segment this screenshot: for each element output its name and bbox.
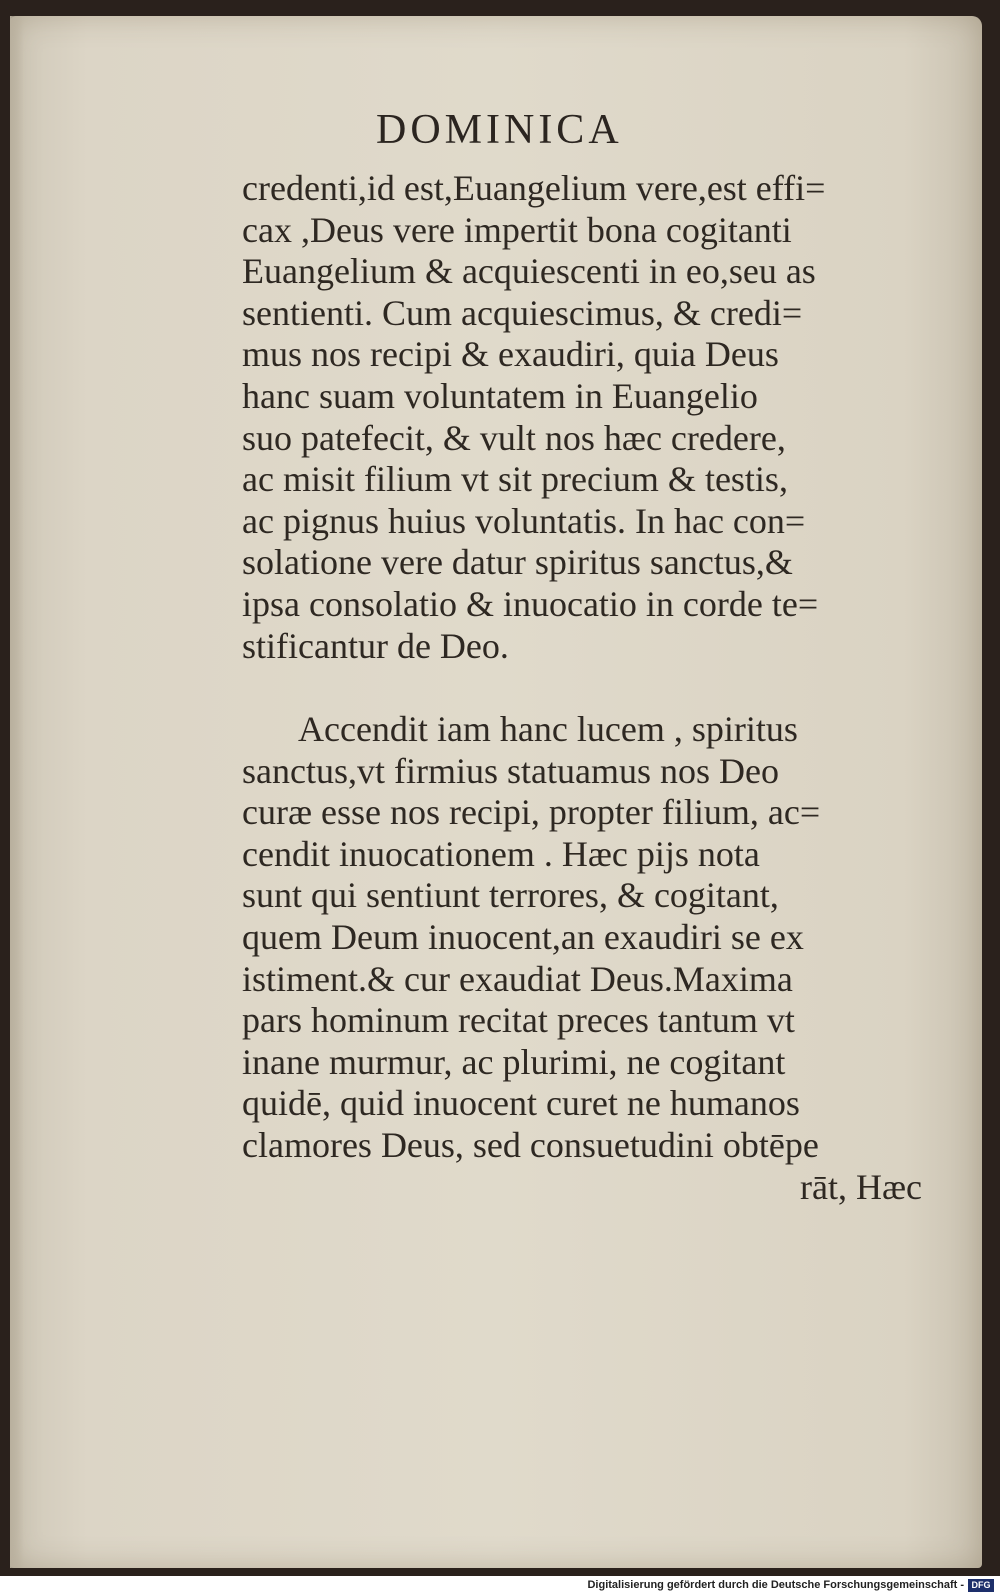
text-line: ac pignus huius voluntatis. In hac con= xyxy=(242,500,806,541)
text-line: sanctus,vt firmius statuamus nos Deo xyxy=(242,750,779,791)
text-line: ipsa consolatio & inuocatio in corde te= xyxy=(242,583,819,624)
text-line: credenti,id est,Euangelium vere,est effi= xyxy=(242,168,826,208)
text-line: stificantur de Deo. xyxy=(242,625,509,666)
text-line: sunt qui sentiunt terrores, & cogitant, xyxy=(242,875,779,916)
text-line: cendit inuocationem . Hæc pijs nota xyxy=(242,833,760,874)
text-line: clamores Deus, sed consuetudini obtēpe xyxy=(242,1124,819,1165)
text-line: solatione vere datur spiritus sanctus,& xyxy=(242,542,793,583)
page-gutter-shadow xyxy=(10,16,24,1568)
text-line: Euangelium & acquiescenti in eo,seu as xyxy=(242,251,816,292)
text-line: ac misit filium vt sit precium & testis, xyxy=(242,459,788,500)
dfg-logo-icon: DFG xyxy=(968,1579,994,1592)
text-line: inane murmur, ac plurimi, ne cogitant xyxy=(242,1041,786,1082)
text-line: quidē, quid inuocent curet ne humanos xyxy=(242,1083,800,1124)
text-line: pars hominum recitat preces tantum vt xyxy=(242,1000,795,1041)
text-line: curæ esse nos recipi, propter filium, ac= xyxy=(242,792,821,833)
text-line: sentienti. Cum acquiescimus, & credi= xyxy=(242,292,803,333)
digitization-footer xyxy=(0,1576,1000,1596)
text-line: suo patefecit, & vult nos hæc credere, xyxy=(242,417,786,458)
paragraph-2 xyxy=(242,709,932,1208)
text-line: mus nos recipi & exaudiri, quia Deus xyxy=(242,334,779,375)
text-line: cax ,Deus vere impertit bona cogitanti xyxy=(242,209,792,250)
running-head: DOMINICA xyxy=(376,107,623,153)
text-line: hanc suam voluntatem in Euangelio xyxy=(242,375,758,416)
funding-credit: Digitalisierung gefördert durch die Deutsche Forschungsgemeinschaft - xyxy=(587,1579,964,1591)
text-line: Accendit iam hanc lucem , spiritus xyxy=(298,709,798,749)
text-line: quem Deum inuocent,an exaudiri se ex xyxy=(242,916,804,957)
catchword: rāt, Hæc xyxy=(800,1166,922,1207)
paragraph-1 xyxy=(242,168,932,667)
text-line: istiment.& cur exaudiat Deus.Maxima xyxy=(242,958,793,999)
